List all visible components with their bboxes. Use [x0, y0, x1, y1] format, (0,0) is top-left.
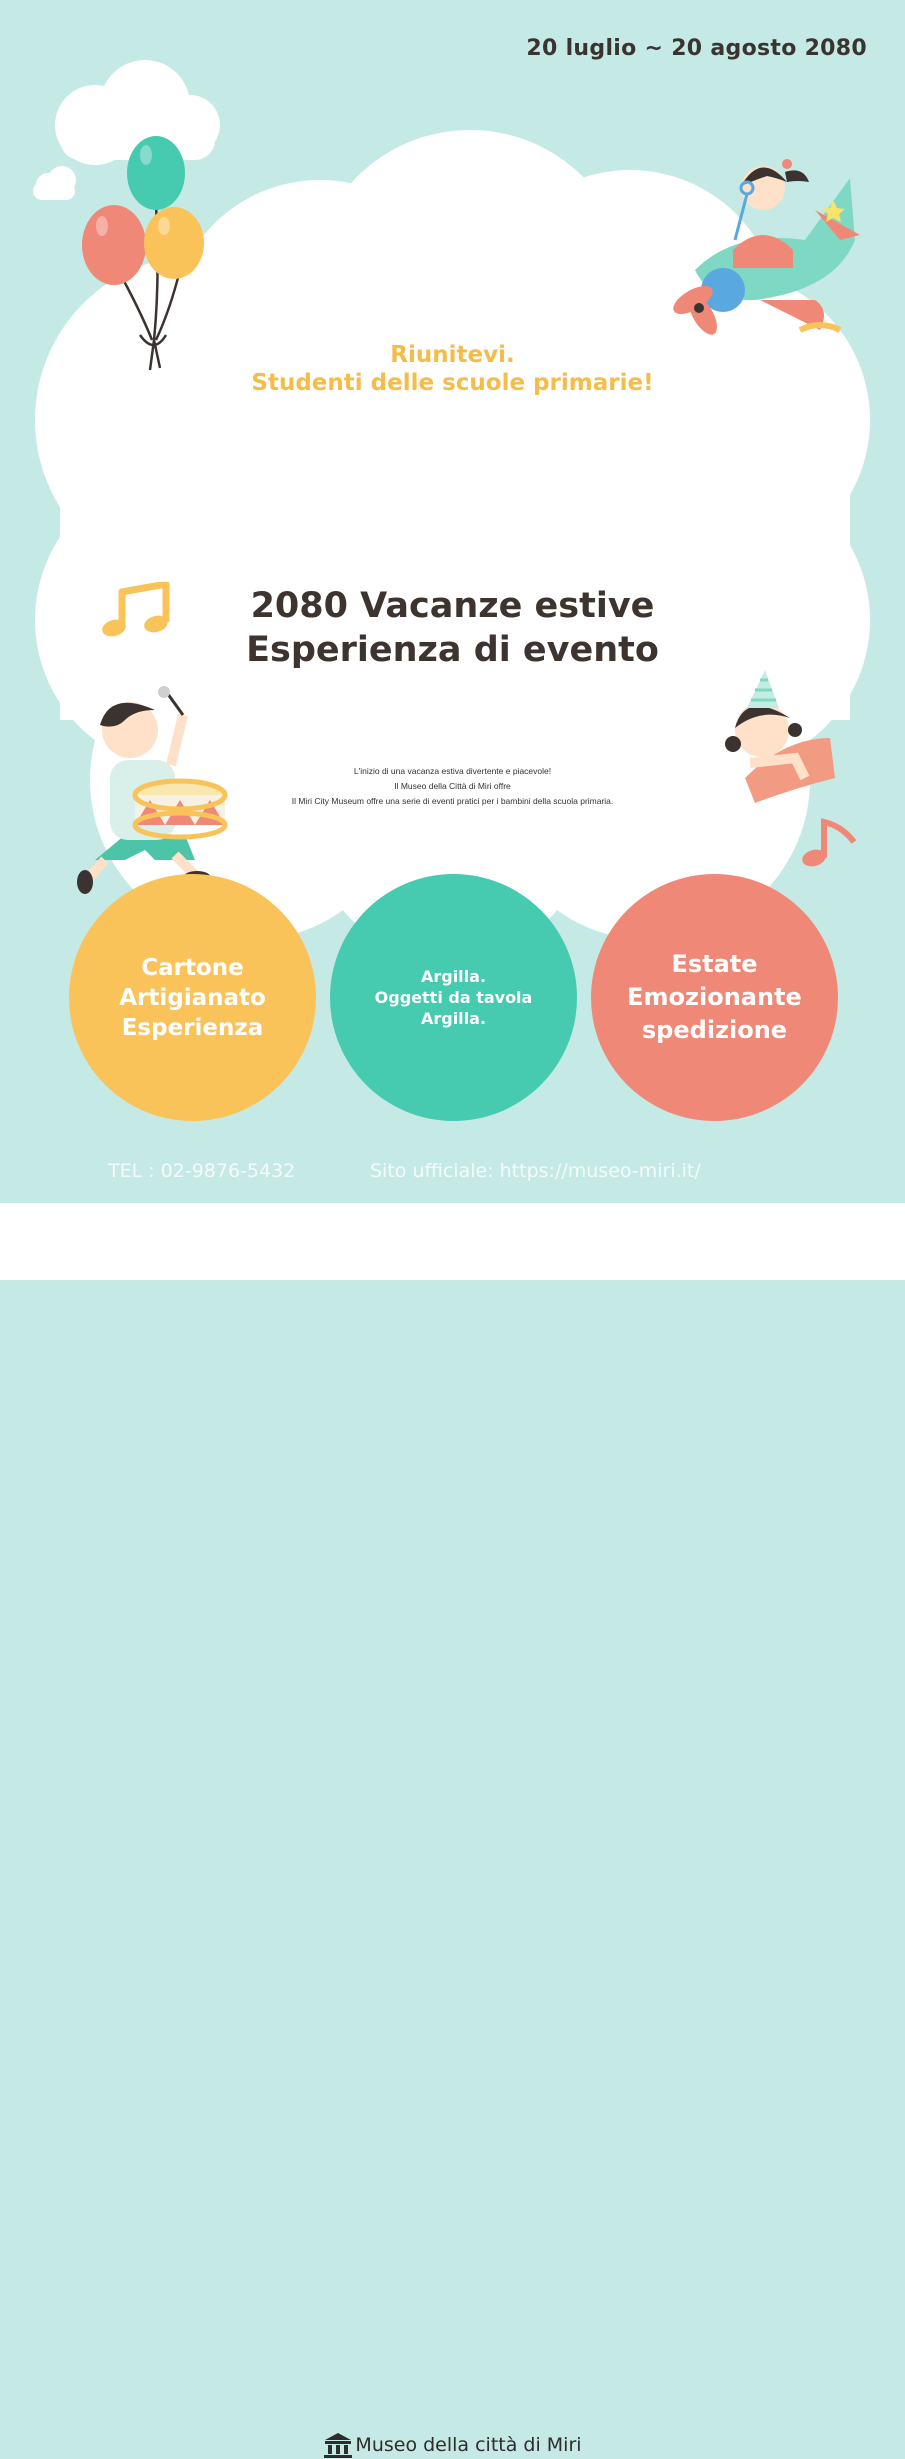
museum-name: Museo della città di Miri	[355, 2434, 582, 2456]
event-date: 20 luglio ~ 20 agosto 2080	[526, 36, 867, 61]
airplane-girl-illustration	[665, 150, 870, 345]
activity-circle-clay	[330, 874, 577, 1121]
activity-line: Cartone	[141, 954, 244, 981]
website-link[interactable]: Sito ufficiale: https://museo-miri.it/	[370, 1160, 701, 1182]
museum-brand	[0, 2431, 905, 2459]
phone-number: TEL : 02-9876-5432	[108, 1160, 296, 1182]
activity-circle-cardboard	[69, 874, 316, 1121]
activity-line: Esperienza	[121, 1014, 264, 1041]
intro-line-2: Studenti delle scuole primarie!	[251, 370, 654, 396]
activity-line: Estate	[671, 950, 758, 978]
museum-building-icon	[323, 2431, 353, 2459]
activity-line: Emozionante	[627, 983, 802, 1011]
activity-line: Artigianato	[119, 984, 266, 1011]
activity-line: spedizione	[641, 1016, 788, 1044]
description-line-3: Il Miri City Museum offre una serie di eventi pratici per i bambini della scuola primaria.	[291, 796, 614, 806]
headline-line-2: Esperienza di evento	[246, 630, 659, 670]
footer	[0, 1203, 905, 2456]
intro-line-1: Riunitevi.	[390, 342, 515, 368]
description-line-1: L'inizio di una vacanza estiva divertente e piacevole!	[353, 766, 552, 776]
activity-line: Argilla.	[420, 1009, 487, 1028]
headline-line-1: 2080 Vacanze estive	[250, 586, 655, 626]
activity-circle-expedition	[591, 874, 838, 1121]
activity-line: Argilla.	[420, 967, 487, 986]
music-note-icon	[800, 816, 860, 870]
activity-line: Oggetti da tavola	[374, 988, 533, 1007]
event-poster	[0, 0, 905, 1203]
description-line-2: Il Museo della Città di Miri offre	[394, 781, 511, 791]
